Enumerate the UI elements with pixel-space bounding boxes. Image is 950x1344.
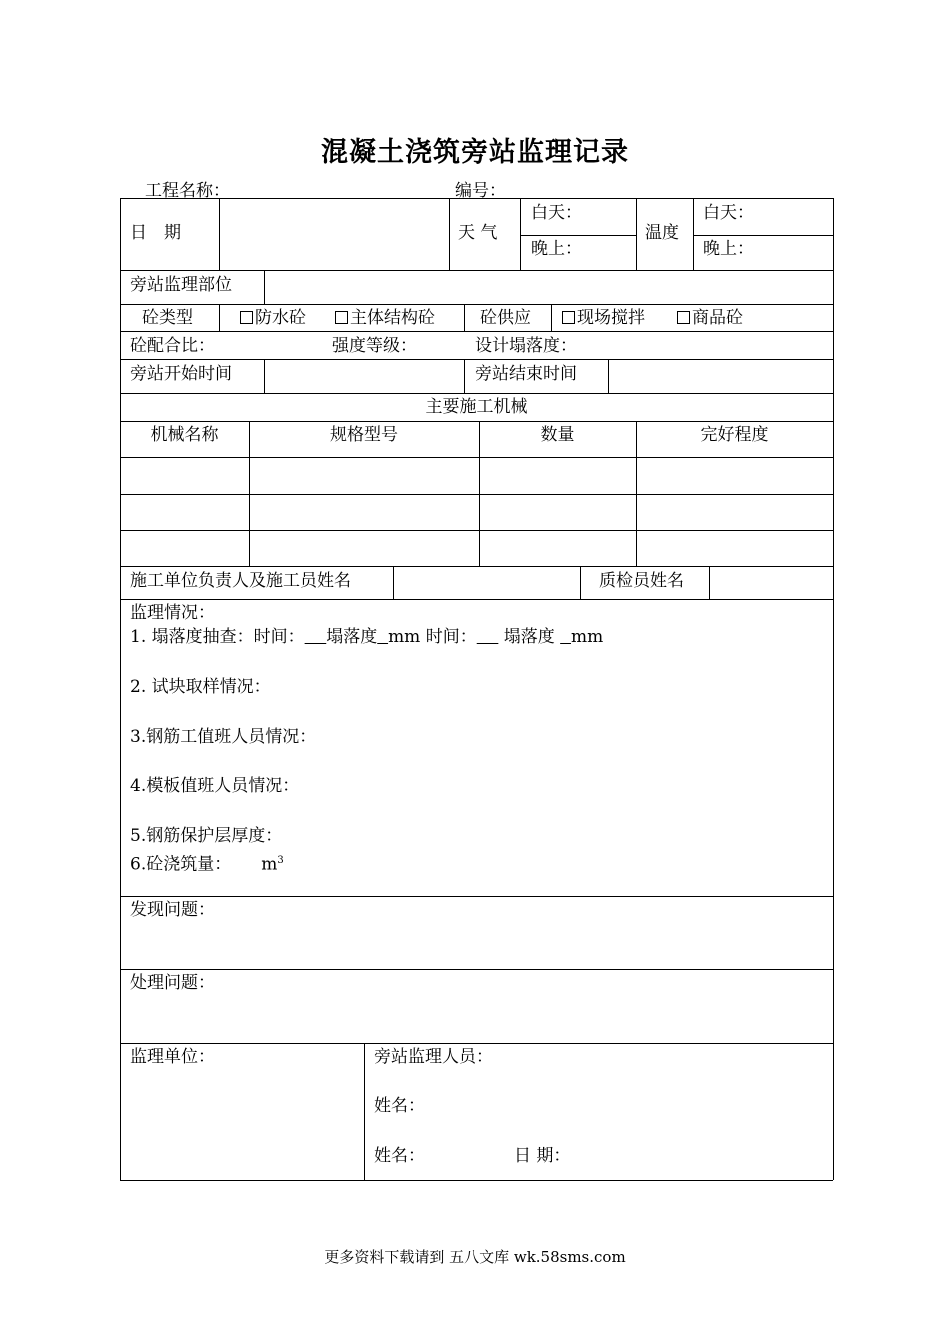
option-site-mix[interactable]: 现场搅拌 bbox=[562, 308, 645, 328]
supervision-unit-label: 监理单位： bbox=[130, 1047, 215, 1067]
weather-night-label: 晚上： bbox=[531, 239, 582, 259]
sample-item: 2. 试块取样情况： bbox=[130, 677, 271, 697]
footer-text: 更多资料下载请到 五八文库 wk.58sms.com bbox=[324, 1248, 626, 1266]
design-slump-label: 设计塌落度： bbox=[475, 336, 577, 356]
temperature-day-label: 白天： bbox=[703, 203, 754, 223]
supervisor-staff-label: 旁站监理人员： bbox=[374, 1047, 493, 1067]
builder-staff-label: 施工单位负责人及施工员姓名 bbox=[130, 571, 351, 591]
project-name-label: 工程名称： bbox=[145, 181, 230, 201]
handled-issues-label: 处理问题： bbox=[130, 973, 215, 993]
form-border-right bbox=[833, 198, 834, 1180]
checkbox-icon bbox=[562, 311, 575, 324]
machinery-col-condition: 完好程度 bbox=[700, 425, 769, 445]
start-time-label: 旁站开始时间 bbox=[130, 364, 232, 384]
concrete-supply-label: 砼供应 bbox=[480, 308, 531, 328]
machinery-col-spec: 规格型号 bbox=[330, 425, 398, 445]
found-issues-label: 发现问题： bbox=[130, 900, 215, 920]
option-commercial[interactable]: 商品砼 bbox=[677, 308, 743, 328]
temperature-label: 温度 bbox=[645, 223, 679, 243]
end-time-label: 旁站结束时间 bbox=[475, 364, 577, 384]
rebar-staff-item: 3.钢筋工值班人员情况： bbox=[130, 727, 317, 747]
slump-check-item: 1. 塌落度抽查：时间： 塌落度 mm 时间： 塌落度 mm bbox=[130, 627, 604, 647]
position-label: 旁站监理部位 bbox=[130, 275, 232, 295]
option-waterproof[interactable]: 防水砼 bbox=[240, 308, 306, 328]
sign-date-label: 日 期： bbox=[514, 1146, 571, 1166]
option-main-structure[interactable]: 主体结构砼 bbox=[335, 308, 435, 328]
machinery-section-title: 主要施工机械 bbox=[425, 397, 528, 417]
machinery-col-quantity: 数量 bbox=[540, 425, 575, 445]
form-border-bottom bbox=[120, 1180, 833, 1181]
strength-grade-label: 强度等级： bbox=[332, 336, 417, 356]
document-title: 混凝土浇筑旁站监理记录 bbox=[321, 137, 629, 168]
checkbox-icon bbox=[335, 311, 348, 324]
date-label: 日 期 bbox=[130, 223, 181, 243]
cover-thickness-item: 5.钢筋保护层厚度： bbox=[130, 826, 283, 846]
formwork-staff-item: 4.模板值班人员情况： bbox=[130, 776, 300, 796]
machinery-col-name: 机械名称 bbox=[150, 425, 219, 445]
name-label-2: 姓名： bbox=[374, 1146, 425, 1166]
name-label-1: 姓名： bbox=[374, 1096, 425, 1116]
checkbox-icon bbox=[240, 311, 253, 324]
supervision-record-form bbox=[120, 198, 833, 1180]
qc-inspector-label: 质检员姓名 bbox=[599, 571, 684, 591]
form-border-left bbox=[120, 198, 121, 1180]
supervision-heading: 监理情况： bbox=[130, 603, 215, 623]
form-border-top bbox=[120, 198, 833, 199]
weather-day-label: 白天： bbox=[531, 203, 582, 223]
temperature-night-label: 晚上： bbox=[703, 239, 754, 259]
concrete-type-label: 砼类型 bbox=[142, 308, 193, 328]
pour-volume-item: 6.砼浇筑量： $m^3$ bbox=[130, 854, 284, 875]
mix-ratio-label: 砼配合比： bbox=[130, 336, 215, 356]
number-label: 编号： bbox=[455, 181, 506, 201]
weather-label: 天 气 bbox=[458, 223, 498, 243]
checkbox-icon bbox=[677, 311, 690, 324]
